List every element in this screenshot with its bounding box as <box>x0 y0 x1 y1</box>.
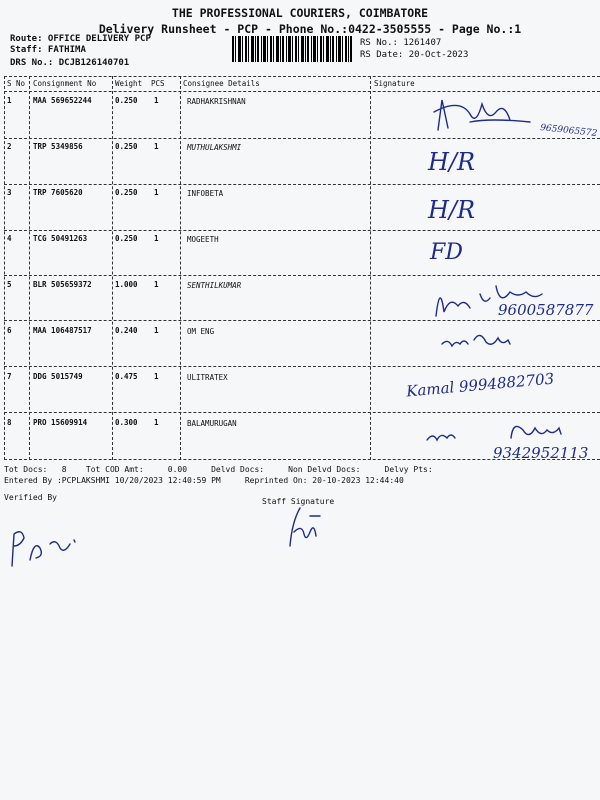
column-header-consignment: Consignment No <box>33 79 97 88</box>
column-header-weight: Weight <box>115 79 143 88</box>
row-consignment: TRP 7605620 <box>33 188 83 197</box>
row-consignment: TRP 5349856 <box>33 142 83 151</box>
verified-by-label: Verified By <box>4 493 57 502</box>
handwritten-note: H/R <box>428 148 476 176</box>
row-pcs: 1 <box>154 326 159 335</box>
row-consignment: BLR 505659372 <box>33 280 92 289</box>
column-header-sno: S No <box>7 79 26 88</box>
row-weight: 0.250 <box>115 188 138 197</box>
row-consignee: INFOBETA <box>187 189 224 198</box>
column-divider <box>370 76 371 460</box>
row-divider <box>4 366 600 367</box>
row-consignment: MAA 569652244 <box>33 96 92 105</box>
row-weight: 0.250 <box>115 142 138 151</box>
row-pcs: 1 <box>154 280 159 289</box>
verifier-signature <box>4 520 84 574</box>
row-weight: 0.250 <box>115 234 138 243</box>
row-consignment: DDG 5015749 <box>33 372 83 381</box>
row-pcs: 1 <box>154 234 159 243</box>
row-divider <box>4 184 600 185</box>
handwritten-note: 9659065572 <box>539 123 598 139</box>
column-divider <box>180 76 181 460</box>
table-top-border <box>4 76 600 77</box>
row-pcs: 1 <box>154 142 159 151</box>
row-consignee: SENTHILKUMAR <box>187 281 242 290</box>
barcode <box>232 36 352 62</box>
handwritten-note: 9342952113 <box>493 444 589 462</box>
summary-line: Tot Docs: 8 Tot COD Amt: 0.00 Delvd Docs: Non Delvd Docs: Delvy Pts: <box>4 465 433 474</box>
row-divider <box>4 412 600 413</box>
entered-by-line: Entered By :PCPLAKSHMI 10/20/2023 12:40:59 PM Reprinted On: 20-10-2023 12:44:40 <box>4 476 404 485</box>
column-header-signature: Signature <box>374 79 415 88</box>
column-header-pcs: PCS <box>151 79 165 88</box>
row-sno: 4 <box>7 234 12 243</box>
company-title: THE PROFESSIONAL COURIERS, COIMBATORE <box>171 6 429 20</box>
row-consignment: PRO 15609914 <box>33 418 88 427</box>
route-label: Route: OFFICE DELIVERY PCP <box>10 34 151 44</box>
signature-scribble <box>430 92 540 142</box>
row-consignment: MAA 106487517 <box>33 326 92 335</box>
handwritten-note: FD <box>430 240 463 265</box>
staff-signature-label: Staff Signature <box>262 497 335 506</box>
row-sno: 6 <box>7 326 12 335</box>
row-divider <box>4 230 600 231</box>
rs-date: RS Date: 20-Oct-2023 <box>360 50 469 60</box>
row-sno: 5 <box>7 280 12 289</box>
drs-number: DRS No.: DCJB126140701 <box>10 58 130 68</box>
row-pcs: 1 <box>154 372 159 381</box>
row-consignee: MUTHULAKSHMI <box>187 143 242 152</box>
sheet-title: Delivery Runsheet - PCP - Phone No.:0422-3505555 - Page No.:1 <box>98 22 522 36</box>
column-divider <box>29 76 30 460</box>
row-sno: 7 <box>7 372 12 381</box>
row-weight: 0.250 <box>115 96 138 105</box>
handwritten-note: Kamal 9994882703 <box>405 369 555 401</box>
row-weight: 0.475 <box>115 372 138 381</box>
row-sno: 8 <box>7 418 12 427</box>
signature-scribble <box>440 328 520 356</box>
handwritten-note: H/R <box>428 196 476 224</box>
column-header-consignee: Consignee Details <box>183 79 260 88</box>
staff-signature <box>280 502 330 554</box>
row-pcs: 1 <box>154 96 159 105</box>
column-divider <box>112 76 113 460</box>
row-weight: 1.000 <box>115 280 138 289</box>
row-sno: 2 <box>7 142 12 151</box>
rs-number: RS No.: 1261407 <box>360 38 442 48</box>
row-weight: 0.300 <box>115 418 138 427</box>
row-consignee: RADHAKRISHNAN <box>187 97 246 106</box>
row-sno: 3 <box>7 188 12 197</box>
staff-label: Staff: FATHIMA <box>10 45 86 55</box>
row-weight: 0.240 <box>115 326 138 335</box>
row-consignee: MOGEETH <box>187 235 219 244</box>
row-consignment: TCG 50491263 <box>33 234 88 243</box>
handwritten-note: 9600587877 <box>498 301 594 319</box>
row-consignee: BALAMURUGAN <box>187 419 237 428</box>
row-pcs: 1 <box>154 188 159 197</box>
row-pcs: 1 <box>154 418 159 427</box>
row-sno: 1 <box>7 96 12 105</box>
row-consignee: ULITRATEX <box>187 373 228 382</box>
column-divider <box>4 76 5 460</box>
row-consignee: OM ENG <box>187 327 215 336</box>
